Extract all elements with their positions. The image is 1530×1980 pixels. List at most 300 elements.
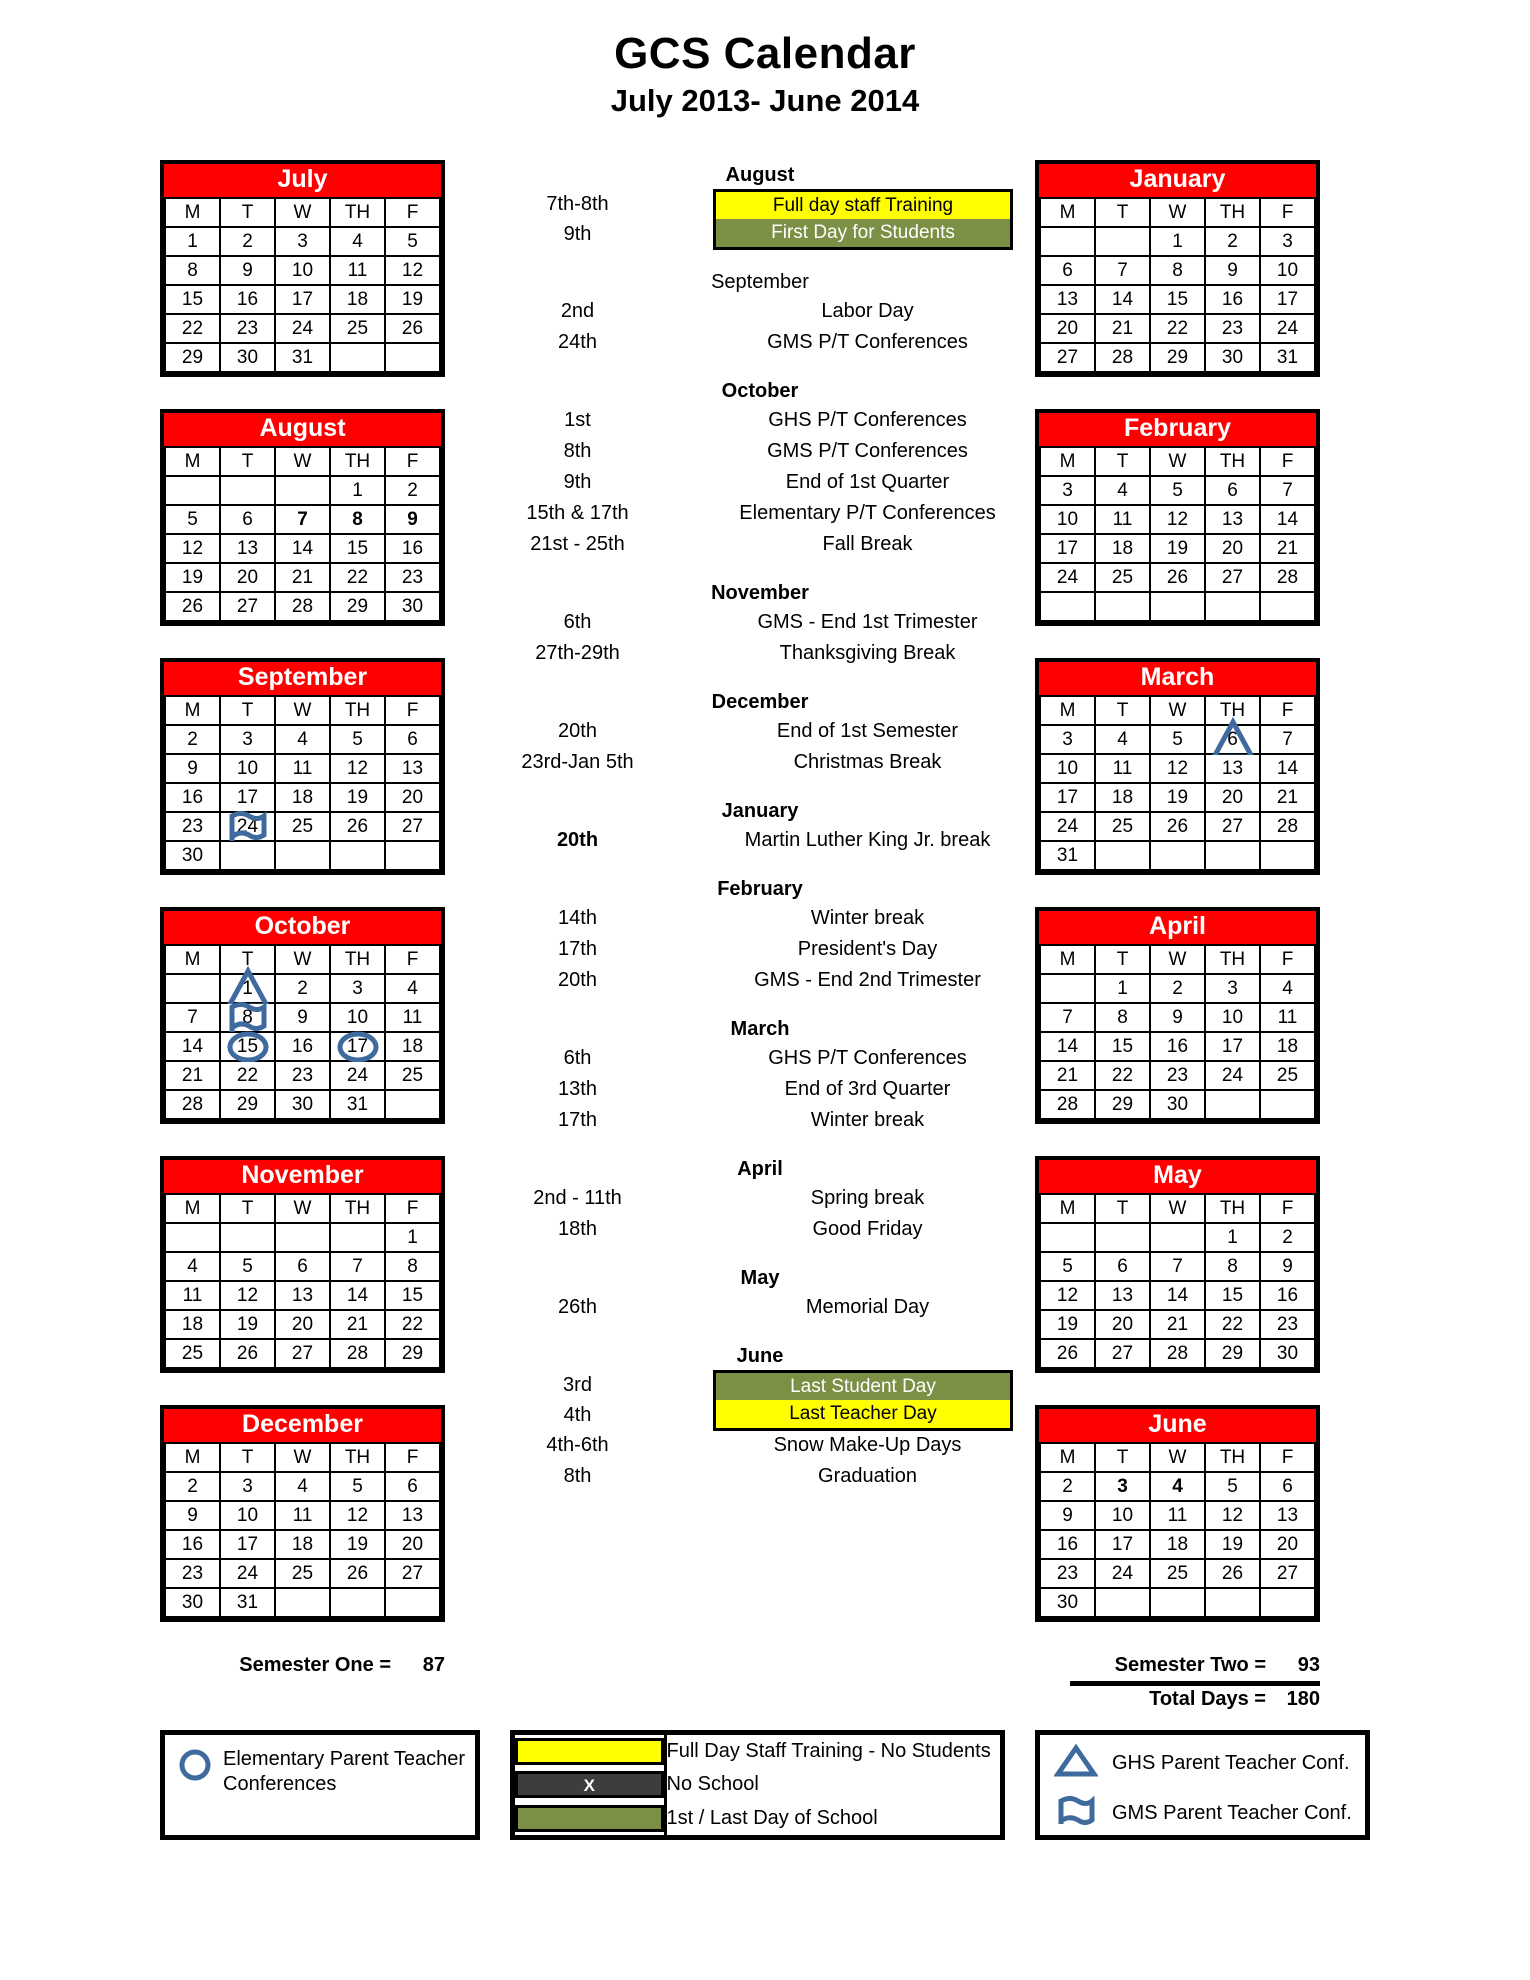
day-cell[interactable]: [165, 1588, 220, 1617]
day-cell[interactable]: [275, 1281, 330, 1310]
day-cell[interactable]: [1260, 1559, 1315, 1588]
day-cell[interactable]: [1095, 1032, 1150, 1061]
day-cell[interactable]: [165, 1310, 220, 1339]
day-cell[interactable]: [1260, 754, 1315, 783]
day-cell[interactable]: [165, 256, 220, 285]
day-cell[interactable]: [1205, 1472, 1260, 1501]
day-cell[interactable]: [1095, 725, 1150, 754]
day-cell[interactable]: [1095, 1472, 1150, 1501]
day-cell[interactable]: [275, 285, 330, 314]
day-cell[interactable]: [1095, 227, 1150, 256]
day-cell[interactable]: [330, 314, 385, 343]
day-cell[interactable]: [275, 314, 330, 343]
day-cell[interactable]: [1040, 1223, 1095, 1252]
day-cell[interactable]: [275, 754, 330, 783]
day-cell[interactable]: [385, 1310, 440, 1339]
day-cell[interactable]: [1095, 256, 1150, 285]
day-cell[interactable]: [1040, 1559, 1095, 1588]
day-cell[interactable]: [1205, 1252, 1260, 1281]
day-cell[interactable]: [385, 227, 440, 256]
day-cell[interactable]: [330, 285, 385, 314]
day-cell[interactable]: [330, 1003, 385, 1032]
day-cell[interactable]: [1040, 592, 1095, 621]
day-cell[interactable]: [1095, 1252, 1150, 1281]
day-cell[interactable]: [165, 1472, 220, 1501]
day-cell[interactable]: [1150, 754, 1205, 783]
day-cell[interactable]: [165, 1003, 220, 1032]
day-cell[interactable]: [1205, 592, 1260, 621]
day-cell[interactable]: [1205, 563, 1260, 592]
day-cell[interactable]: [1260, 841, 1315, 870]
day-cell[interactable]: [330, 256, 385, 285]
day-cell[interactable]: [385, 1501, 440, 1530]
day-cell[interactable]: [330, 1281, 385, 1310]
day-cell[interactable]: [330, 812, 385, 841]
day-cell[interactable]: [220, 476, 275, 505]
day-cell[interactable]: [1205, 1061, 1260, 1090]
day-cell[interactable]: [385, 285, 440, 314]
day-cell[interactable]: [1095, 812, 1150, 841]
day-cell[interactable]: [1260, 1588, 1315, 1617]
day-cell[interactable]: [385, 1252, 440, 1281]
day-cell[interactable]: [385, 841, 440, 870]
day-cell[interactable]: [330, 1559, 385, 1588]
day-cell[interactable]: [165, 1090, 220, 1119]
day-cell[interactable]: [1205, 1032, 1260, 1061]
day-cell[interactable]: [275, 1501, 330, 1530]
day-cell[interactable]: [330, 725, 385, 754]
day-cell[interactable]: [165, 812, 220, 841]
day-cell[interactable]: [330, 783, 385, 812]
day-cell[interactable]: [330, 1501, 385, 1530]
day-cell[interactable]: [1040, 1252, 1095, 1281]
day-cell[interactable]: [220, 563, 275, 592]
day-cell[interactable]: [165, 1339, 220, 1368]
day-cell[interactable]: [220, 812, 275, 841]
day-cell[interactable]: [275, 725, 330, 754]
day-cell[interactable]: [1040, 505, 1095, 534]
day-cell[interactable]: [1205, 505, 1260, 534]
day-cell[interactable]: [165, 1061, 220, 1090]
day-cell[interactable]: [1205, 1090, 1260, 1119]
day-cell[interactable]: [1150, 534, 1205, 563]
day-cell[interactable]: [165, 592, 220, 621]
day-cell[interactable]: [220, 285, 275, 314]
day-cell[interactable]: [220, 1281, 275, 1310]
day-cell[interactable]: [165, 476, 220, 505]
day-cell[interactable]: [220, 1559, 275, 1588]
day-cell[interactable]: [220, 1310, 275, 1339]
day-cell[interactable]: [1040, 1310, 1095, 1339]
day-cell[interactable]: [1095, 285, 1150, 314]
day-cell[interactable]: [275, 227, 330, 256]
day-cell[interactable]: [165, 974, 220, 1003]
day-cell[interactable]: [385, 1003, 440, 1032]
day-cell[interactable]: [1040, 1472, 1095, 1501]
day-cell[interactable]: [1260, 1003, 1315, 1032]
day-cell[interactable]: [1205, 534, 1260, 563]
day-cell[interactable]: [1040, 812, 1095, 841]
day-cell[interactable]: [1260, 476, 1315, 505]
day-cell[interactable]: [1205, 343, 1260, 372]
day-cell[interactable]: [1095, 1310, 1150, 1339]
day-cell[interactable]: [1260, 1281, 1315, 1310]
day-cell[interactable]: [275, 974, 330, 1003]
day-cell[interactable]: [1095, 505, 1150, 534]
day-cell[interactable]: [1260, 1472, 1315, 1501]
day-cell[interactable]: [1150, 1472, 1205, 1501]
day-cell[interactable]: [1150, 1032, 1205, 1061]
day-cell[interactable]: [1260, 343, 1315, 372]
day-cell[interactable]: [330, 343, 385, 372]
day-cell[interactable]: [1150, 1090, 1205, 1119]
day-cell[interactable]: [1095, 1061, 1150, 1090]
day-cell[interactable]: [1205, 1530, 1260, 1559]
day-cell[interactable]: [165, 754, 220, 783]
day-cell[interactable]: [1150, 725, 1205, 754]
day-cell[interactable]: [1260, 974, 1315, 1003]
day-cell[interactable]: [330, 1339, 385, 1368]
day-cell[interactable]: [1205, 476, 1260, 505]
day-cell[interactable]: [1150, 285, 1205, 314]
day-cell[interactable]: [1205, 1501, 1260, 1530]
day-cell[interactable]: [1150, 563, 1205, 592]
day-cell[interactable]: [1040, 227, 1095, 256]
day-cell[interactable]: [330, 1032, 385, 1061]
day-cell[interactable]: [330, 1223, 385, 1252]
day-cell[interactable]: [1205, 256, 1260, 285]
day-cell[interactable]: [165, 534, 220, 563]
day-cell[interactable]: [1205, 812, 1260, 841]
day-cell[interactable]: [330, 592, 385, 621]
day-cell[interactable]: [330, 1588, 385, 1617]
day-cell[interactable]: [1095, 592, 1150, 621]
day-cell[interactable]: [1150, 783, 1205, 812]
day-cell[interactable]: [165, 1501, 220, 1530]
day-cell[interactable]: [385, 592, 440, 621]
day-cell[interactable]: [1205, 841, 1260, 870]
day-cell[interactable]: [330, 1530, 385, 1559]
day-cell[interactable]: [1260, 783, 1315, 812]
day-cell[interactable]: [275, 1310, 330, 1339]
day-cell[interactable]: [1260, 1252, 1315, 1281]
day-cell[interactable]: [385, 1061, 440, 1090]
day-cell[interactable]: [275, 1061, 330, 1090]
day-cell[interactable]: [1150, 1310, 1205, 1339]
day-cell[interactable]: [1205, 1223, 1260, 1252]
day-cell[interactable]: [1095, 1588, 1150, 1617]
day-cell[interactable]: [1095, 1223, 1150, 1252]
day-cell[interactable]: [1095, 1501, 1150, 1530]
day-cell[interactable]: [1205, 1003, 1260, 1032]
day-cell[interactable]: [385, 505, 440, 534]
day-cell[interactable]: [1040, 285, 1095, 314]
day-cell[interactable]: [1260, 285, 1315, 314]
day-cell[interactable]: [220, 1252, 275, 1281]
day-cell[interactable]: [1205, 1339, 1260, 1368]
day-cell[interactable]: [275, 841, 330, 870]
day-cell[interactable]: [1095, 563, 1150, 592]
day-cell[interactable]: [1040, 256, 1095, 285]
day-cell[interactable]: [165, 285, 220, 314]
day-cell[interactable]: [220, 505, 275, 534]
day-cell[interactable]: [1260, 1090, 1315, 1119]
day-cell[interactable]: [1260, 1223, 1315, 1252]
day-cell[interactable]: [220, 1339, 275, 1368]
day-cell[interactable]: [165, 1252, 220, 1281]
day-cell[interactable]: [1040, 1003, 1095, 1032]
day-cell[interactable]: [385, 1530, 440, 1559]
day-cell[interactable]: [1260, 1530, 1315, 1559]
day-cell[interactable]: [1040, 1061, 1095, 1090]
day-cell[interactable]: [1095, 343, 1150, 372]
day-cell[interactable]: [1095, 534, 1150, 563]
day-cell[interactable]: [275, 1003, 330, 1032]
day-cell[interactable]: [1150, 256, 1205, 285]
day-cell[interactable]: [1205, 227, 1260, 256]
day-cell[interactable]: [275, 1530, 330, 1559]
day-cell[interactable]: [330, 505, 385, 534]
day-cell[interactable]: [330, 1090, 385, 1119]
day-cell[interactable]: [385, 812, 440, 841]
day-cell[interactable]: [385, 563, 440, 592]
day-cell[interactable]: [1260, 505, 1315, 534]
day-cell[interactable]: [1150, 1223, 1205, 1252]
day-cell[interactable]: [220, 314, 275, 343]
day-cell[interactable]: [220, 1472, 275, 1501]
day-cell[interactable]: [220, 227, 275, 256]
day-cell[interactable]: [220, 1530, 275, 1559]
day-cell[interactable]: [1260, 314, 1315, 343]
day-cell[interactable]: [275, 256, 330, 285]
day-cell[interactable]: [1040, 534, 1095, 563]
day-cell[interactable]: [1260, 1501, 1315, 1530]
day-cell[interactable]: [1095, 1003, 1150, 1032]
day-cell[interactable]: [330, 841, 385, 870]
day-cell[interactable]: [1095, 783, 1150, 812]
day-cell[interactable]: [165, 505, 220, 534]
day-cell[interactable]: [220, 754, 275, 783]
day-cell[interactable]: [220, 1032, 275, 1061]
day-cell[interactable]: [385, 754, 440, 783]
day-cell[interactable]: [1150, 227, 1205, 256]
day-cell[interactable]: [165, 314, 220, 343]
day-cell[interactable]: [1095, 476, 1150, 505]
day-cell[interactable]: [275, 1090, 330, 1119]
day-cell[interactable]: [1095, 1339, 1150, 1368]
day-cell[interactable]: [1260, 1061, 1315, 1090]
day-cell[interactable]: [220, 1223, 275, 1252]
day-cell[interactable]: [1150, 314, 1205, 343]
day-cell[interactable]: [1150, 974, 1205, 1003]
day-cell[interactable]: [1205, 285, 1260, 314]
day-cell[interactable]: [385, 534, 440, 563]
day-cell[interactable]: [385, 1032, 440, 1061]
day-cell[interactable]: [275, 505, 330, 534]
day-cell[interactable]: [1150, 343, 1205, 372]
day-cell[interactable]: [1260, 534, 1315, 563]
day-cell[interactable]: [1040, 476, 1095, 505]
day-cell[interactable]: [1150, 1003, 1205, 1032]
day-cell[interactable]: [385, 256, 440, 285]
day-cell[interactable]: [275, 1339, 330, 1368]
day-cell[interactable]: [1260, 592, 1315, 621]
day-cell[interactable]: [220, 534, 275, 563]
day-cell[interactable]: [275, 1559, 330, 1588]
day-cell[interactable]: [1095, 1090, 1150, 1119]
day-cell[interactable]: [165, 343, 220, 372]
day-cell[interactable]: [220, 1090, 275, 1119]
day-cell[interactable]: [1095, 314, 1150, 343]
day-cell[interactable]: [1150, 1530, 1205, 1559]
day-cell[interactable]: [1040, 1501, 1095, 1530]
day-cell[interactable]: [275, 592, 330, 621]
day-cell[interactable]: [1040, 841, 1095, 870]
day-cell[interactable]: [385, 1223, 440, 1252]
day-cell[interactable]: [1205, 754, 1260, 783]
day-cell[interactable]: [165, 1530, 220, 1559]
day-cell[interactable]: [330, 1472, 385, 1501]
day-cell[interactable]: [275, 1588, 330, 1617]
day-cell[interactable]: [1205, 1588, 1260, 1617]
day-cell[interactable]: [330, 563, 385, 592]
day-cell[interactable]: [1205, 974, 1260, 1003]
day-cell[interactable]: [1150, 476, 1205, 505]
day-cell[interactable]: [220, 725, 275, 754]
day-cell[interactable]: [1205, 314, 1260, 343]
day-cell[interactable]: [1095, 754, 1150, 783]
day-cell[interactable]: [1150, 841, 1205, 870]
day-cell[interactable]: [330, 754, 385, 783]
day-cell[interactable]: [165, 563, 220, 592]
day-cell[interactable]: [220, 1061, 275, 1090]
day-cell[interactable]: [1150, 1061, 1205, 1090]
day-cell[interactable]: [385, 343, 440, 372]
day-cell[interactable]: [275, 476, 330, 505]
day-cell[interactable]: [165, 725, 220, 754]
day-cell[interactable]: [385, 725, 440, 754]
day-cell[interactable]: [330, 1252, 385, 1281]
day-cell[interactable]: [1260, 1339, 1315, 1368]
day-cell[interactable]: [220, 1588, 275, 1617]
day-cell[interactable]: [1150, 1252, 1205, 1281]
day-cell[interactable]: [1040, 725, 1095, 754]
day-cell[interactable]: [385, 1559, 440, 1588]
day-cell[interactable]: [385, 1339, 440, 1368]
day-cell[interactable]: [165, 1223, 220, 1252]
day-cell[interactable]: [330, 534, 385, 563]
day-cell[interactable]: [165, 841, 220, 870]
day-cell[interactable]: [385, 476, 440, 505]
day-cell[interactable]: [220, 592, 275, 621]
day-cell[interactable]: [1205, 783, 1260, 812]
day-cell[interactable]: [1040, 754, 1095, 783]
day-cell[interactable]: [220, 256, 275, 285]
day-cell[interactable]: [1260, 563, 1315, 592]
day-cell[interactable]: [220, 783, 275, 812]
day-cell[interactable]: [1150, 1339, 1205, 1368]
day-cell[interactable]: [1095, 1281, 1150, 1310]
day-cell[interactable]: [385, 314, 440, 343]
day-cell[interactable]: [1260, 227, 1315, 256]
day-cell[interactable]: [330, 1310, 385, 1339]
day-cell[interactable]: [165, 1559, 220, 1588]
day-cell[interactable]: [1205, 1281, 1260, 1310]
day-cell[interactable]: [165, 1032, 220, 1061]
day-cell[interactable]: [1095, 1530, 1150, 1559]
day-cell[interactable]: [1040, 1032, 1095, 1061]
day-cell[interactable]: [330, 974, 385, 1003]
day-cell[interactable]: [1095, 974, 1150, 1003]
day-cell[interactable]: [275, 563, 330, 592]
day-cell[interactable]: [275, 343, 330, 372]
day-cell[interactable]: [385, 1588, 440, 1617]
day-cell[interactable]: [1040, 1530, 1095, 1559]
day-cell[interactable]: [1260, 812, 1315, 841]
day-cell[interactable]: [1040, 1090, 1095, 1119]
day-cell[interactable]: [1150, 1588, 1205, 1617]
day-cell[interactable]: [275, 812, 330, 841]
day-cell[interactable]: [275, 1472, 330, 1501]
day-cell[interactable]: [385, 974, 440, 1003]
day-cell[interactable]: [275, 1223, 330, 1252]
day-cell[interactable]: [275, 1252, 330, 1281]
day-cell[interactable]: [1260, 725, 1315, 754]
day-cell[interactable]: [1260, 1310, 1315, 1339]
day-cell[interactable]: [220, 1501, 275, 1530]
day-cell[interactable]: [1150, 1559, 1205, 1588]
day-cell[interactable]: [1205, 725, 1260, 754]
day-cell[interactable]: [220, 841, 275, 870]
day-cell[interactable]: [385, 1090, 440, 1119]
day-cell[interactable]: [1260, 1032, 1315, 1061]
day-cell[interactable]: [1205, 1310, 1260, 1339]
day-cell[interactable]: [1040, 1339, 1095, 1368]
day-cell[interactable]: [1150, 592, 1205, 621]
day-cell[interactable]: [385, 1472, 440, 1501]
day-cell[interactable]: [330, 476, 385, 505]
day-cell[interactable]: [1150, 812, 1205, 841]
day-cell[interactable]: [220, 974, 275, 1003]
day-cell[interactable]: [330, 1061, 385, 1090]
day-cell[interactable]: [385, 1281, 440, 1310]
day-cell[interactable]: [1205, 1559, 1260, 1588]
day-cell[interactable]: [1260, 256, 1315, 285]
day-cell[interactable]: [165, 783, 220, 812]
day-cell[interactable]: [1040, 343, 1095, 372]
day-cell[interactable]: [1040, 974, 1095, 1003]
day-cell[interactable]: [1040, 783, 1095, 812]
day-cell[interactable]: [1040, 563, 1095, 592]
day-cell[interactable]: [1040, 1588, 1095, 1617]
day-cell[interactable]: [1040, 314, 1095, 343]
day-cell[interactable]: [1150, 1501, 1205, 1530]
day-cell[interactable]: [385, 783, 440, 812]
day-cell[interactable]: [330, 227, 385, 256]
day-cell[interactable]: [1040, 1281, 1095, 1310]
day-cell[interactable]: [220, 1003, 275, 1032]
day-cell[interactable]: [165, 1281, 220, 1310]
day-cell[interactable]: [1150, 1281, 1205, 1310]
day-cell[interactable]: [275, 1032, 330, 1061]
day-cell[interactable]: [275, 534, 330, 563]
day-cell[interactable]: [165, 227, 220, 256]
day-cell[interactable]: [275, 783, 330, 812]
day-cell[interactable]: [1095, 1559, 1150, 1588]
day-cell[interactable]: [1095, 841, 1150, 870]
day-cell[interactable]: [220, 343, 275, 372]
day-cell[interactable]: [1150, 505, 1205, 534]
